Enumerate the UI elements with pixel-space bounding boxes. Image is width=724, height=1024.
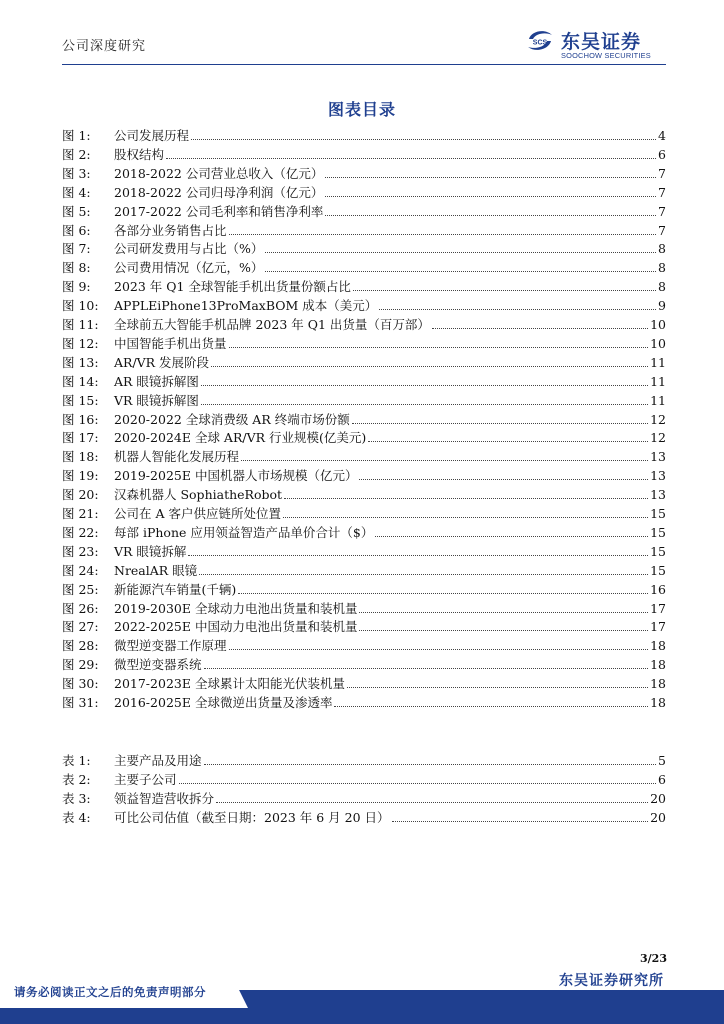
figure-number: 图 12: bbox=[62, 335, 99, 351]
figure-number: 图 28: bbox=[62, 638, 99, 654]
dot-leader bbox=[265, 271, 656, 272]
table-entry[interactable] bbox=[62, 771, 666, 789]
figure-page-number: 8 bbox=[658, 260, 666, 276]
figure-number: 图 21: bbox=[62, 506, 99, 521]
figure-number: 图 25: bbox=[62, 581, 99, 597]
dot-leader bbox=[283, 517, 648, 518]
logo-mark-text: SCS bbox=[532, 39, 548, 47]
dot-leader bbox=[325, 215, 656, 216]
figure-number: 图 26: bbox=[62, 600, 99, 616]
figure-page-number: 18 bbox=[650, 676, 666, 692]
page-number: 3/23 bbox=[640, 952, 667, 965]
table-page-number: 5 bbox=[658, 753, 666, 768]
dot-leader bbox=[229, 234, 657, 235]
figure-title: 2017-2023E 全球累计太阳能光伏装机量 bbox=[114, 676, 345, 692]
figure-number: 图 2: bbox=[62, 146, 91, 162]
dot-leader bbox=[359, 630, 648, 631]
dot-leader bbox=[238, 593, 648, 594]
figure-page-number: 8 bbox=[658, 279, 666, 295]
figure-entry[interactable] bbox=[62, 222, 666, 240]
figure-title: 机器人智能化发展历程 bbox=[114, 449, 240, 465]
table-number: 表 2: bbox=[62, 771, 91, 787]
dot-leader bbox=[201, 404, 648, 405]
dot-leader bbox=[211, 366, 648, 367]
figure-title: 2016-2025E 全球微逆出货量及渗透率 bbox=[114, 695, 333, 710]
figure-entry[interactable] bbox=[62, 259, 666, 277]
dot-leader bbox=[204, 764, 657, 765]
figure-title: 各部分业务销售占比 bbox=[114, 222, 227, 238]
figure-number: 图 24: bbox=[62, 562, 99, 578]
figure-title: 微型逆变器系统 bbox=[114, 657, 202, 673]
dot-leader bbox=[191, 139, 656, 140]
figure-title: 公司研发费用与占比（%） bbox=[114, 241, 264, 257]
figure-title: 新能源汽车销量(千辆) bbox=[114, 581, 237, 597]
figure-number: 图 7: bbox=[62, 241, 91, 257]
figure-entry[interactable] bbox=[62, 316, 666, 334]
figure-page-number: 4 bbox=[658, 128, 666, 143]
table-entry[interactable] bbox=[62, 790, 666, 808]
institute-name: 东吴证券研究所 bbox=[559, 973, 664, 989]
figure-entry[interactable] bbox=[62, 184, 666, 202]
figure-entry[interactable] bbox=[62, 411, 666, 429]
dot-leader bbox=[347, 687, 648, 688]
figure-page-number: 7 bbox=[658, 203, 666, 219]
figure-entry[interactable] bbox=[62, 448, 666, 466]
dot-leader bbox=[229, 347, 649, 348]
figure-page-number: 7 bbox=[658, 222, 666, 238]
figure-page-number: 15 bbox=[650, 524, 666, 540]
table-entry[interactable] bbox=[62, 752, 666, 770]
figure-title: 2022-2025E 中国动力电池出货量和装机量 bbox=[114, 619, 358, 635]
figure-number: 图 8: bbox=[62, 260, 91, 276]
figure-entry[interactable] bbox=[62, 165, 666, 183]
figure-number: 图 13: bbox=[62, 354, 99, 370]
figure-page-number: 18 bbox=[650, 657, 666, 673]
figure-number: 图 31: bbox=[62, 695, 99, 710]
figure-entry[interactable] bbox=[62, 240, 666, 258]
table-page-number: 20 bbox=[650, 790, 666, 806]
figure-entry[interactable] bbox=[62, 146, 666, 164]
table-page-number: 6 bbox=[658, 771, 666, 787]
dot-leader bbox=[352, 423, 648, 424]
figure-number: 图 6: bbox=[62, 222, 91, 238]
figure-page-number: 18 bbox=[650, 638, 666, 654]
table-number: 表 1: bbox=[62, 753, 91, 768]
dot-leader bbox=[179, 783, 657, 784]
figure-number: 图 4: bbox=[62, 184, 91, 200]
figure-title: 中国智能手机出货量 bbox=[114, 335, 227, 351]
figure-number: 图 20: bbox=[62, 487, 99, 503]
figure-title: 2020-2024E 全球 AR/VR 行业规模(亿美元) bbox=[114, 430, 367, 446]
header-divider bbox=[62, 64, 666, 65]
figure-title: 微型逆变器工作原理 bbox=[114, 638, 227, 654]
figure-title: AR 眼镜拆解图 bbox=[114, 373, 199, 389]
figure-page-number: 17 bbox=[650, 619, 666, 635]
figure-number: 图 5: bbox=[62, 203, 91, 219]
figure-entry[interactable] bbox=[62, 656, 666, 674]
figure-title: 全球前五大智能手机品牌 2023 年 Q1 出货量（百万部） bbox=[114, 317, 430, 332]
figure-title: 汉森机器人 SophiatheRobot bbox=[114, 487, 283, 503]
figure-page-number: 13 bbox=[650, 468, 666, 484]
figure-entry[interactable] bbox=[62, 297, 666, 315]
dot-leader bbox=[334, 706, 648, 707]
figure-page-number: 11 bbox=[650, 373, 666, 389]
figure-page-number: 9 bbox=[658, 298, 666, 314]
figure-title: 股权结构 bbox=[114, 146, 165, 162]
figure-title: AR/VR 发展阶段 bbox=[114, 354, 210, 370]
figure-number: 图 19: bbox=[62, 468, 99, 484]
disclaimer-text: 请务必阅读正文之后的免责声明部分 bbox=[14, 985, 206, 999]
dot-leader bbox=[199, 574, 648, 575]
figure-title: 公司发展历程 bbox=[114, 128, 190, 143]
dot-leader bbox=[216, 802, 648, 803]
figure-entry[interactable] bbox=[62, 562, 666, 580]
figure-page-number: 11 bbox=[650, 354, 666, 370]
figure-entry[interactable] bbox=[62, 429, 666, 447]
figure-number: 图 11: bbox=[62, 317, 99, 332]
dot-leader bbox=[392, 821, 649, 822]
dot-leader bbox=[379, 309, 656, 310]
figure-number: 图 23: bbox=[62, 543, 99, 559]
table-title: 可比公司估值（截至日期：2023 年 6 月 20 日） bbox=[114, 809, 390, 825]
figure-page-number: 15 bbox=[650, 543, 666, 559]
figure-page-number: 6 bbox=[658, 146, 666, 162]
figure-entry[interactable] bbox=[62, 618, 666, 636]
figure-entry[interactable] bbox=[62, 373, 666, 391]
figure-page-number: 8 bbox=[658, 241, 666, 257]
figure-number: 图 14: bbox=[62, 373, 99, 389]
figure-title: 2023 年 Q1 全球智能手机出货量份额占比 bbox=[114, 279, 351, 295]
figure-entry[interactable] bbox=[62, 694, 666, 712]
figure-page-number: 11 bbox=[650, 392, 666, 408]
dot-leader bbox=[201, 385, 648, 386]
figure-number: 图 1: bbox=[62, 128, 91, 143]
dot-leader bbox=[241, 460, 648, 461]
figure-number: 图 30: bbox=[62, 676, 99, 692]
figure-entry[interactable] bbox=[62, 543, 666, 561]
dot-leader bbox=[325, 196, 656, 197]
figure-title: VR 眼镜拆解图 bbox=[114, 392, 199, 408]
figure-number: 图 15: bbox=[62, 392, 99, 408]
figure-number: 图 3: bbox=[62, 165, 91, 181]
figure-entry[interactable] bbox=[62, 354, 666, 372]
table-number: 表 4: bbox=[62, 809, 91, 825]
figure-entry[interactable] bbox=[62, 203, 666, 221]
figure-title: 2018-2022 公司营业总收入（亿元） bbox=[114, 165, 324, 181]
figure-number: 图 17: bbox=[62, 430, 99, 446]
figure-page-number: 13 bbox=[650, 449, 666, 465]
figure-page-number: 16 bbox=[650, 581, 666, 597]
figure-title: 公司费用情况（亿元，%） bbox=[114, 260, 264, 276]
figure-number: 图 9: bbox=[62, 279, 91, 295]
figure-title: 2017-2022 公司毛利率和销售净利率 bbox=[114, 203, 324, 219]
dot-leader bbox=[166, 158, 656, 159]
table-title: 主要产品及用途 bbox=[114, 753, 202, 768]
dot-leader bbox=[284, 498, 648, 499]
dot-leader bbox=[265, 252, 656, 253]
figure-number: 图 18: bbox=[62, 449, 99, 465]
dot-leader bbox=[432, 328, 648, 329]
figure-number: 图 29: bbox=[62, 657, 99, 673]
figure-entry[interactable] bbox=[62, 581, 666, 599]
figure-page-number: 12 bbox=[650, 430, 666, 446]
figure-number: 图 27: bbox=[62, 619, 99, 635]
figure-page-number: 12 bbox=[650, 411, 666, 427]
figure-number: 图 16: bbox=[62, 411, 99, 427]
figure-entry[interactable] bbox=[62, 467, 666, 485]
dot-leader bbox=[353, 290, 656, 291]
brand-logo bbox=[525, 27, 675, 63]
dot-leader bbox=[359, 479, 648, 480]
figure-title: VR 眼镜拆解 bbox=[114, 543, 187, 559]
table-title: 领益智造营收拆分 bbox=[114, 790, 215, 806]
figure-entry[interactable] bbox=[62, 392, 666, 410]
dot-leader bbox=[188, 555, 648, 556]
table-number: 表 3: bbox=[62, 790, 91, 806]
figure-page-number: 17 bbox=[650, 600, 666, 616]
dot-leader bbox=[204, 668, 649, 669]
figure-page-number: 10 bbox=[650, 317, 666, 332]
figure-entry[interactable] bbox=[62, 335, 666, 353]
dot-leader bbox=[375, 536, 648, 537]
report-type-label: 公司深度研究 bbox=[62, 39, 147, 54]
logo-english-name: SOOCHOW SECURITIES bbox=[561, 51, 651, 60]
figure-number: 图 10: bbox=[62, 298, 99, 314]
figure-title: 2019-2030E 全球动力电池出货量和装机量 bbox=[114, 600, 358, 616]
figure-title: 公司在 A 客户供应链所处位置 bbox=[114, 506, 281, 521]
table-title: 主要子公司 bbox=[114, 771, 177, 787]
figure-page-number: 15 bbox=[650, 562, 666, 578]
figure-title: 每部 iPhone 应用领益智造产品单价合计（$） bbox=[114, 524, 374, 540]
table-page-number: 20 bbox=[650, 809, 666, 825]
figure-title: APPLEiPhone13ProMaxBOM 成本（美元） bbox=[114, 298, 378, 314]
logo-chinese-name: 东吴证券 bbox=[561, 31, 642, 53]
figure-number: 图 22: bbox=[62, 524, 99, 540]
figure-title: NrealAR 眼镜 bbox=[114, 562, 198, 578]
figure-page-number: 7 bbox=[658, 165, 666, 181]
figure-entry[interactable] bbox=[62, 600, 666, 618]
dot-leader bbox=[368, 441, 648, 442]
dot-leader bbox=[325, 177, 656, 178]
figure-entry[interactable] bbox=[62, 637, 666, 655]
dot-leader bbox=[229, 649, 649, 650]
figure-entry[interactable] bbox=[62, 524, 666, 542]
figure-entry[interactable] bbox=[62, 675, 666, 693]
figure-page-number: 15 bbox=[650, 506, 666, 521]
dot-leader bbox=[359, 612, 648, 613]
logo-mark-icon bbox=[525, 27, 555, 55]
figure-title: 2019-2025E 中国机器人市场规模（亿元） bbox=[114, 468, 358, 484]
figure-page-number: 18 bbox=[650, 695, 666, 710]
figure-title: 2020-2022 全球消费级 AR 终端市场份额 bbox=[114, 411, 350, 427]
figure-page-number: 10 bbox=[650, 335, 666, 351]
figure-entry[interactable] bbox=[62, 278, 666, 296]
toc-title: 图表目录 bbox=[327, 100, 396, 119]
figure-page-number: 13 bbox=[650, 487, 666, 503]
figure-page-number: 7 bbox=[658, 184, 666, 200]
figure-entry[interactable] bbox=[62, 486, 666, 504]
figure-title: 2018-2022 公司归母净利润（亿元） bbox=[114, 184, 324, 200]
table-entry[interactable] bbox=[62, 809, 666, 827]
figure-entry[interactable] bbox=[62, 505, 666, 523]
figure-entry[interactable] bbox=[62, 127, 666, 145]
